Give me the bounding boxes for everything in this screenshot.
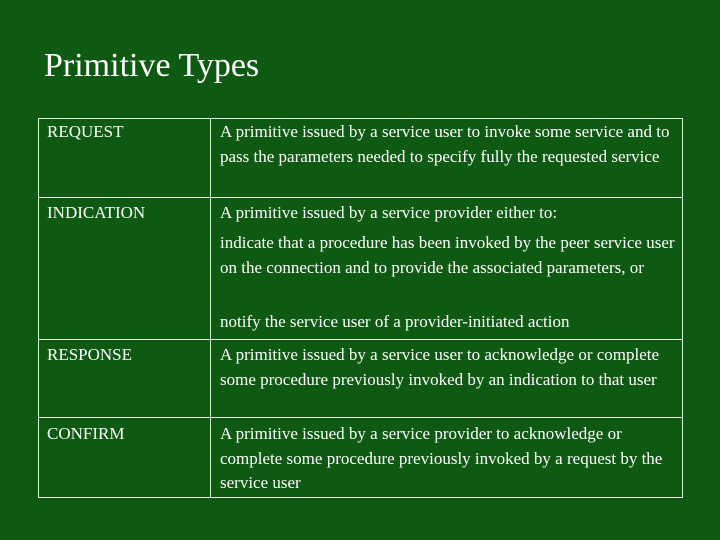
term-response: RESPONSE [47, 345, 133, 364]
column-divider [210, 119, 211, 497]
term-request: REQUEST [47, 122, 124, 141]
row-divider-request-indication [39, 197, 682, 198]
term-confirm: CONFIRM [47, 424, 125, 443]
definition-confirm: A primitive issued by a service provider to acknowledge or complete some procedure previously invoked by a request by the service user [220, 424, 663, 492]
indication-item-peer-invoked: indicate that a procedure has been invoked by the peer service user on the connection and to provide the associated parameters, or [220, 233, 675, 277]
definition-indication: A primitive issued by a service provider either to: [220, 203, 558, 222]
primitive-types-table [38, 118, 683, 498]
slide-title: Primitive Types [44, 47, 260, 84]
definition-request: A primitive issued by a service user to invoke some service and to pass the parameters needed to specify fully the requested service [220, 122, 670, 166]
definition-response: A primitive issued by a service user to acknowledge or complete some procedure previously invoked by an indication to that user [220, 345, 660, 389]
row-divider-response-confirm [39, 417, 682, 418]
indication-item-provider-initiated: notify the service user of a provider-initiated action [220, 312, 570, 331]
term-indication: INDICATION [47, 203, 146, 222]
row-divider-indication-response [39, 339, 682, 340]
